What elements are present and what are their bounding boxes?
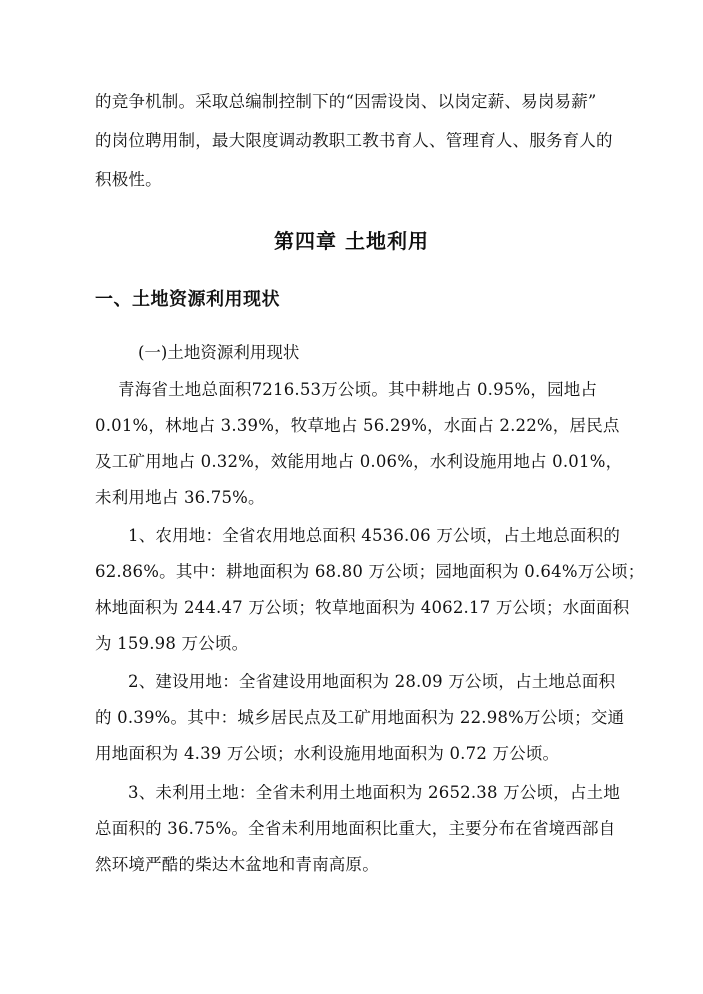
agri-line-3: 林地面积为 244.47 万公顷；牧草地面积为 4062.17 万公顷；水面面积 <box>95 598 630 617</box>
section-title: 一、土地资源利用现状 <box>95 289 280 310</box>
intro-line-1: 的竞争机制。采取总编制控制下的“因需设岗、以岗定薪、易岗易薪” <box>95 92 597 111</box>
construction-line-2: 的 0.39%。其中：城乡居民点及工矿用地面积为 22.98%万公顷；交通 <box>95 708 625 727</box>
construction-line-3: 用地面积为 4.39 万公顷；水利设施用地面积为 0.72 万公顷。 <box>95 744 560 763</box>
intro-line-3: 积极性。 <box>95 170 162 189</box>
intro-line-2: 的岗位聘用制，最大限度调动教职工教书育人、管理育人、服务育人的 <box>95 131 613 150</box>
subsection-title: (一)土地资源利用现状 <box>138 343 300 362</box>
agri-line-2: 62.86%。其中：耕地面积为 68.80 万公顷；园地面积为 0.64%万公顷； <box>95 562 645 581</box>
overview-line-1: 青海省土地总面积7216.53万公顷。其中耕地占 0.95%，园地占 <box>118 380 598 399</box>
unused-line-2: 总面积的 36.75%。全省未利用地面积比重大，主要分布在省境西部自 <box>95 819 616 838</box>
chapter-title: 第四章 土地利用 <box>274 229 429 253</box>
agri-line-1: 1、农用地：全省农用地总面积 4536.06 万公顷，占土地总面积的 <box>128 526 621 545</box>
unused-line-3: 然环境严酷的柴达木盆地和青南高原。 <box>95 855 379 874</box>
agri-line-4: 为 159.98 万公顷。 <box>95 634 249 653</box>
overview-line-2: 0.01%，林地占 3.39%，牧草地占 56.29%，水面占 2.22%，居民点 <box>95 416 620 435</box>
overview-line-4: 未利用地占 36.75%。 <box>95 488 265 507</box>
unused-line-1: 3、未利用土地：全省未利用土地面积为 2652.38 万公顷，占土地 <box>128 783 621 802</box>
construction-line-1: 2、建设用地：全省建设用地面积为 28.09 万公顷，占土地总面积 <box>128 672 616 691</box>
overview-line-3: 及工矿用地占 0.32%，效能用地占 0.06%，水利设施用地占 0.01%， <box>95 452 623 471</box>
